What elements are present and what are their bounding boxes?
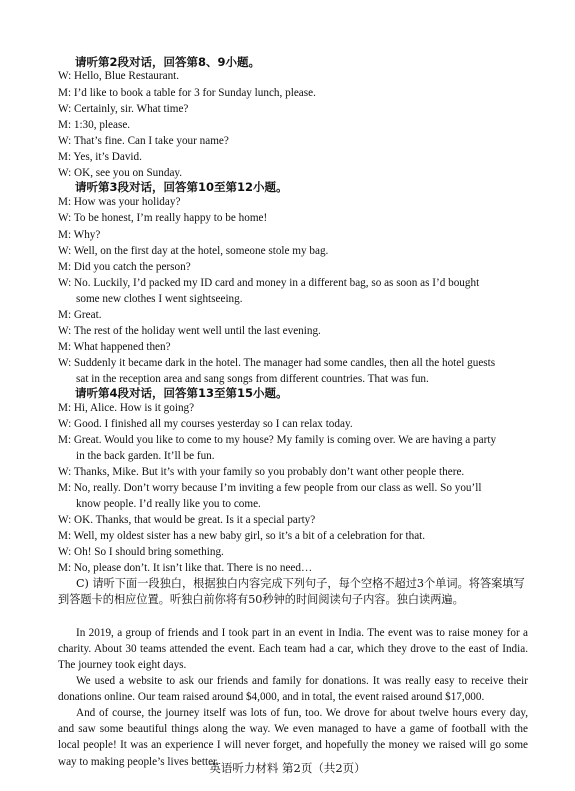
dialogue-line: M: 1:30, please. <box>58 119 131 131</box>
dialogue-line: W: Suddenly it became dark in the hotel. The manager had some candles, then all the hotel guests <box>58 357 496 369</box>
dialogue-line: M: Why? <box>58 229 101 241</box>
dialogue-line: M: How was your holiday? <box>58 196 181 208</box>
section-2-heading: 请听第2段对话，回答第8、9小题。 <box>75 55 261 69</box>
dialogue-line: M: Yes, it’s David. <box>58 151 142 163</box>
dialogue-line-continued: sat in the reception area and sang songs from different countries. That was fun. <box>76 373 429 385</box>
dialogue-line: W: OK, see you on Sunday. <box>58 167 183 179</box>
dialogue-line: M: Did you catch the person? <box>58 261 191 273</box>
dialogue-line: W: Well, on the first day at the hotel, someone stole my bag. <box>58 245 329 257</box>
page-footer: 英语听力材料 第2页（共2页） <box>209 761 366 775</box>
dialogue-line: M: Great. Would you like to come to my house? My family is coming over. We are having a party <box>58 434 497 446</box>
dialogue-line: W: Good. I finished all my courses yesterday so I can relax today. <box>58 418 353 430</box>
dialogue-line-continued: know people. I’d really like you to come. <box>76 498 261 510</box>
dialogue-line: M: Well, my oldest sister has a new baby girl, so it’s a bit of a celebration for that. <box>58 530 426 542</box>
dialogue-line-continued: in the back garden. It’ll be fun. <box>76 450 215 462</box>
dialogue-line: W: No. Luckily, I’d packed my ID card and money in a different bag, so as soon as I’d bought <box>58 277 480 289</box>
section-3-heading: 请听第3段对话，回答第10至第12小题。 <box>75 180 288 194</box>
dialogue-line: W: That’s fine. Can I take your name? <box>58 135 229 147</box>
section-c-instruction: C) 请听下面一段独白，根据独白内容完成下列句子，每个空格不超过3个单词。将答案填写到答题卡的相应位置。听独白前你将有50秒钟的时间阅读句子内容。独白读两遍。 <box>58 577 525 607</box>
monologue-paragraph: In 2019, a group of friends and I took part in an event in India. The event was to raise money for a charity. About 30 teams attended the event. Each team had a car, which they drove to the east of India. The journey took eight days. <box>58 627 528 672</box>
dialogue-line: M: Hi, Alice. How is it going? <box>58 402 195 414</box>
dialogue-line: M: No, really. Don’t worry because I’m inviting a few people from our class as well. So you’ll <box>58 482 482 494</box>
dialogue-line-continued: some new clothes I went sightseeing. <box>76 293 243 305</box>
dialogue-line: W: To be honest, I’m really happy to be home! <box>58 212 268 224</box>
dialogue-line: M: I’d like to book a table for 3 for Sunday lunch, please. <box>58 87 316 99</box>
monologue-paragraph: And of course, the journey itself was lots of fun, too. We drove for about twelve hours every day, and saw some beautiful things along the way. We even managed to have a game of football with the local people! It was an experience I will never forget, and hopefully the money we raised will go some way to making people’s lives better. <box>58 707 528 768</box>
dialogue-line: M: Great. <box>58 309 102 321</box>
dialogue-line: W: Hello, Blue Restaurant. <box>58 70 180 82</box>
dialogue-line: W: Thanks, Mike. But it’s with your family so you probably don’t want other people there. <box>58 466 465 478</box>
dialogue-line: W: Certainly, sir. What time? <box>58 103 189 115</box>
section-4-heading: 请听第4段对话，回答第13至第15小题。 <box>75 386 288 400</box>
dialogue-line: M: No, please don’t. It isn’t like that. There is no need… <box>58 562 313 574</box>
monologue-paragraph: We used a website to ask our friends and family for donations. It was really easy to receive their donations online. Our team raised around $4,000, and in total, the event raised around $17,000. <box>58 675 528 704</box>
dialogue-line: W: The rest of the holiday went well until the last evening. <box>58 325 321 337</box>
dialogue-line: W: OK. Thanks, that would be great. Is it a special party? <box>58 514 316 526</box>
dialogue-line: W: Oh! So I should bring something. <box>58 546 224 558</box>
dialogue-line: M: What happened then? <box>58 341 171 353</box>
